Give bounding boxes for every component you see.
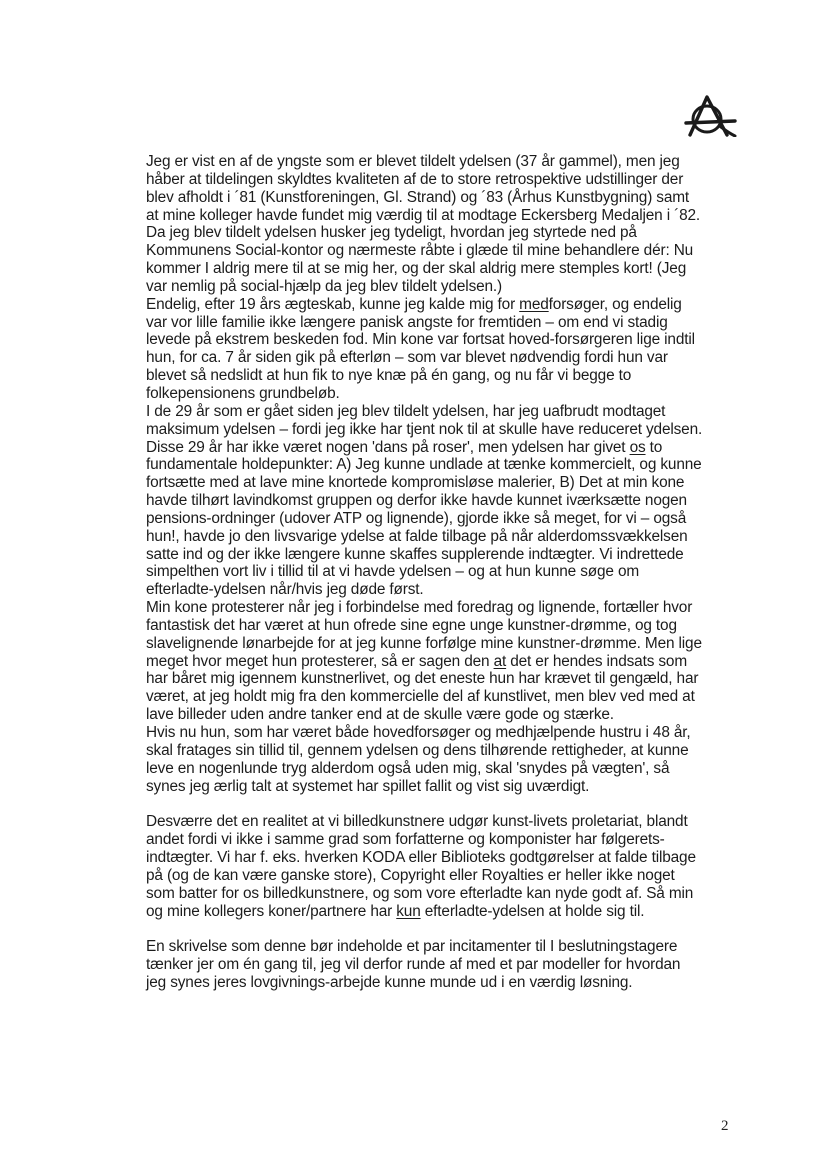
text-line (146, 385, 746, 403)
page-number: 2 (721, 1118, 729, 1134)
text-line (146, 207, 746, 225)
text-line (146, 474, 746, 492)
text-segment: jeg synes jeres lovgivnings-arbejde kunne munde ud i en værdig løsning. (146, 974, 633, 992)
text-segment: kommer I aldrig mere til at se mig her, og der skal aldrig mere stemples kort! (Jeg (146, 260, 687, 278)
text-segment: efterladte-ydelsen at holde sig til. (420, 902, 645, 920)
text-line (146, 706, 746, 724)
text-segment: simpelthen vort liv i tillid til at vi havde ydelsen – og at hun kunne søge om (146, 563, 640, 581)
text-segment: håber at tildelingen skyldtes kvaliteten af de to store retrospektive udstillinger der (146, 170, 684, 188)
text-line (146, 492, 746, 510)
underlined-word: kun (396, 902, 421, 920)
text-line (146, 617, 746, 635)
text-segment: maksimum ydelsen – fordi jeg ikke har tjent nok til at skulle have reduceret ydelsen. (146, 420, 703, 438)
text-segment: synes jeg ærlig talt at systemet har spillet fallit og vist sig uværdigt. (146, 777, 590, 795)
text-line (146, 189, 746, 207)
text-line (146, 974, 746, 992)
text-segment: Desværre det en realitet at vi billedkunstnere udgør kunst-livets proletariat, blandt (146, 813, 688, 831)
text-line (146, 260, 746, 278)
text-segment: skal fratages sin tillid til, gennem ydelsen og dens tilhørende rettigheder, at kunne (146, 741, 689, 759)
text-line (146, 760, 746, 778)
text-segment: fortsætte med at lave mine knortede kompromisløse malerier, B) Det at min kone (146, 474, 685, 492)
text-segment: I de 29 år som er gået siden jeg blev tildelt ydelsen, har jeg uafbrudt modtaget (146, 402, 666, 420)
text-segment: Disse 29 år har ikke været nogen 'dans på roser', men ydelsen har givet (146, 438, 630, 456)
text-line (146, 938, 746, 956)
text-segment: lave billeder uden andre tanker end at de skulle være gode og stærke. (146, 706, 614, 724)
text-line (146, 563, 746, 581)
text-line (146, 778, 746, 796)
text-segment: på (og de kan være ganske store), Copyright eller Royalties er heller ikke noget (146, 866, 675, 884)
text-line (146, 153, 746, 171)
text-segment: Min kone protesterer når jeg i forbindelse med foredrag og lignende, fortæller hvor (146, 599, 693, 617)
letter-body (146, 153, 746, 992)
text-segment: slavelignende lønarbejde for at jeg kunne forfølge mine kunstner-drømme. Men lige (146, 634, 702, 652)
text-line (146, 742, 746, 760)
underlined-word: med (519, 295, 549, 313)
text-segment: det er hendes indsats som (506, 652, 688, 670)
text-segment: leve en nogenlunde tryg alderdom også uden mig, skal 'snydes på vægten', så (146, 759, 670, 777)
text-segment: Da jeg blev tildelt ydelsen husker jeg tydeligt, hvordan jeg styrtede ned på (146, 224, 637, 242)
text-line (146, 831, 746, 849)
text-line (146, 314, 746, 332)
text-segment: var vor lille familie ikke længere panisk angste for fremtiden – om end vi stadig (146, 313, 668, 331)
text-segment: satte ind og der ikke længere kunne skaffes supplerende indtægter. Vi indrettede (146, 545, 684, 563)
text-line (146, 724, 746, 742)
text-line (146, 546, 746, 564)
underlined-word: os (629, 438, 646, 456)
text-line (146, 296, 746, 314)
text-segment: hun!, havde jo den livsvarige ydelse at falde tilbage på når alderdomssvækkelsen (146, 527, 688, 545)
text-line (146, 903, 746, 921)
text-segment: havde tilhørt lavindkomst gruppen og derfor ikke havde kunnet iværksætte nogen (146, 492, 687, 510)
text-segment: hun, for ca. 7 år siden gik på efterløn – som var blevet nødvendig fordi hun var (146, 349, 668, 367)
text-segment: Endelig, efter 19 års ægteskab, kunne jeg kalde mig for (146, 295, 520, 313)
text-segment: fundamentale holdepunkter: A) Jeg kunne undlade at tænke kommercielt, og kunne (146, 456, 702, 474)
text-line (146, 528, 746, 546)
text-segment: og mine kollegers koner/partnere har (146, 902, 397, 920)
text-line (146, 581, 746, 599)
text-line (146, 439, 746, 457)
text-line (146, 653, 746, 671)
text-line (146, 242, 746, 260)
text-line (146, 635, 746, 653)
text-line (146, 688, 746, 706)
text-segment: Kommunens Social-kontor og nærmeste råbte i glæde til mine behandlere dér: Nu (146, 242, 694, 260)
text-line (146, 813, 746, 831)
text-line (146, 885, 746, 903)
text-line (146, 278, 746, 296)
text-line (146, 599, 746, 617)
text-line (146, 367, 746, 385)
text-segment: tænker jer om én gang til, jeg vil derfor runde af med et par modeller for hvordan (146, 956, 681, 974)
text-segment: Jeg er vist en af de yngste som er blevet tildelt ydelsen (37 år gammel), men jeg (146, 153, 680, 170)
text-line (146, 670, 746, 688)
underlined-word: at (493, 652, 507, 670)
text-segment: var nemlig på social-hjælp da jeg blev tildelt ydelsen.) (146, 277, 503, 295)
text-line (146, 456, 746, 474)
text-segment: andet fordi vi ikke i samme grad som forfatterne og komponister har følgerets- (146, 831, 665, 849)
text-line (146, 171, 746, 189)
text-segment: blev afholdt i ´81 (Kunstforeningen, Gl. Strand) og ´83 (Århus Kunstbygning) samt (146, 188, 690, 206)
text-segment: En skrivelse som denne bør indeholde et par incitamenter til I beslutningstagere (146, 938, 678, 956)
text-segment: folkepensionens grundbeløb. (146, 384, 340, 402)
text-line (146, 331, 746, 349)
text-line (146, 349, 746, 367)
text-line (146, 849, 746, 867)
text-line (146, 867, 746, 885)
text-segment: fantastisk det har været at hun ofrede sine egne unge kunstner-drømme, og tog (146, 616, 677, 634)
text-line (146, 224, 746, 242)
paragraph-gap (146, 920, 746, 938)
text-segment: har båret mig igennem kunstnerlivet, og det eneste hun har krævet til gengæld, har (146, 670, 699, 688)
text-line (146, 956, 746, 974)
text-segment: efterladte-ydelsen når/hvis jeg døde først. (146, 581, 424, 599)
text-segment: indtægter. Vi har f. eks. hverken KODA eller Biblioteks godtgørelser at falde tilbage (146, 849, 696, 867)
text-segment: blevet så nedslidt at hun fik to nye knæ på én gang, og nu får vi begge to (146, 367, 632, 385)
anarchy-symbol-icon (683, 93, 739, 137)
text-segment: været, at jeg holdt mig fra den kommercielle del af kunstlivet, men blev ved med at (146, 688, 695, 706)
text-line (146, 403, 746, 421)
text-segment: meget hvor meget hun protesterer, så er sagen den (146, 652, 494, 670)
text-segment: to (645, 438, 663, 456)
text-segment: som batter for os billedkunstnere, og som vore efterladte kan nyde godt af. Så min (146, 884, 694, 902)
text-segment: pensions-ordninger (udover ATP og lignende), gjorde ikke så meget, for vi – også (146, 509, 687, 527)
text-line (146, 421, 746, 439)
text-segment: at mine kolleger havde fundet mig værdig til at modtage Eckersberg Medaljen i ´82. (146, 206, 701, 224)
text-segment: Hvis nu hun, som har været både hovedforsøger og medhjælpende hustru i 48 år, (146, 724, 691, 741)
text-segment: forsøger, og endelig (548, 295, 682, 313)
text-line (146, 510, 746, 528)
text-segment: levede på ekstrem beskeden fod. Min kone var fortsat hoved-forsørgeren lige indtil (146, 331, 695, 349)
paragraph-gap (146, 795, 746, 813)
